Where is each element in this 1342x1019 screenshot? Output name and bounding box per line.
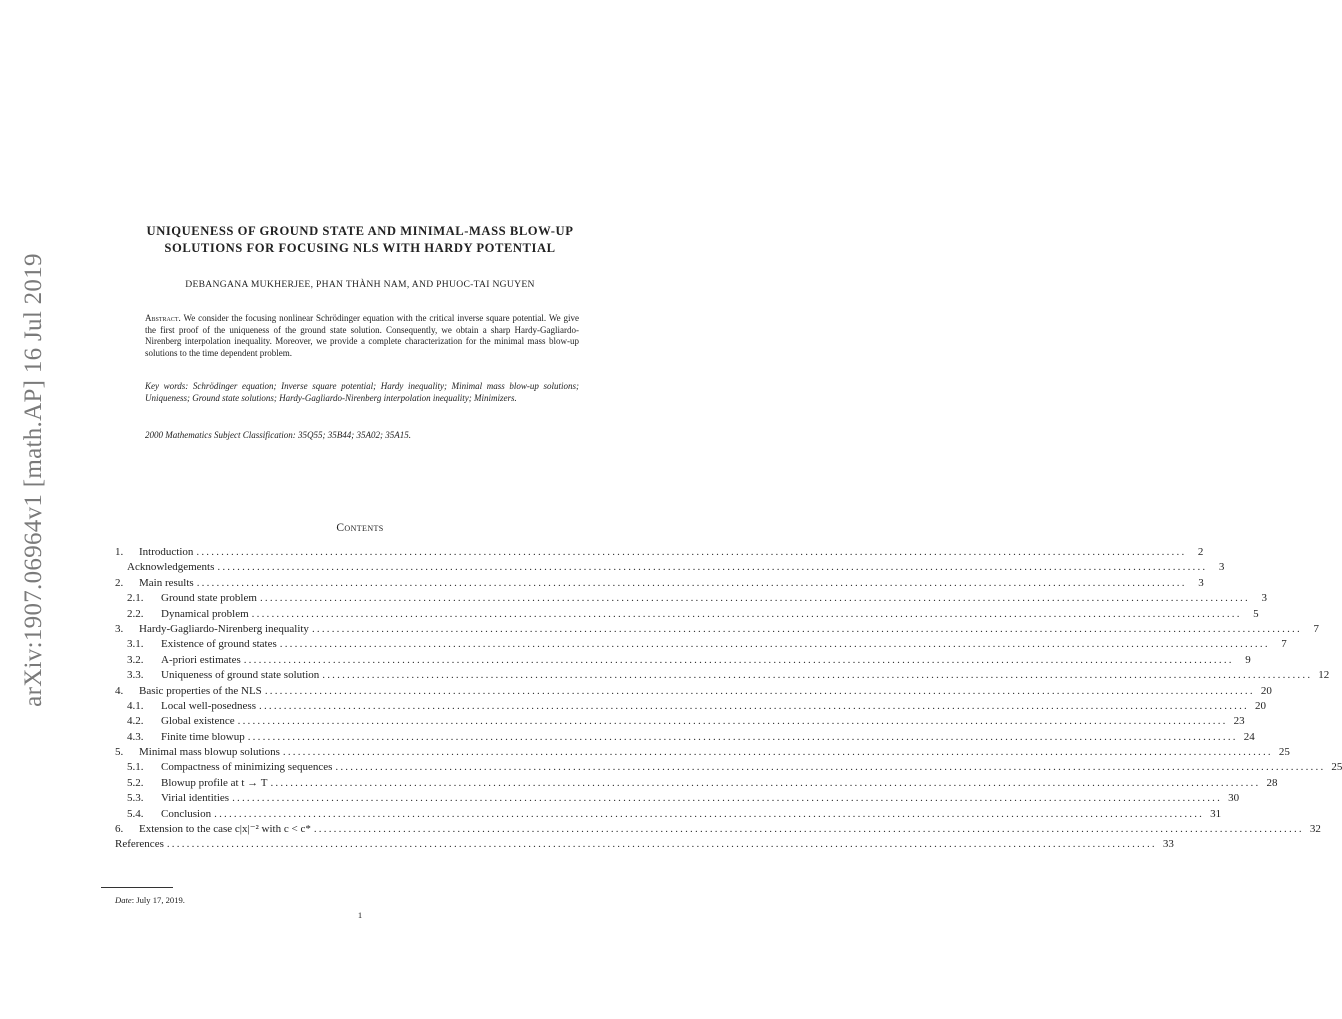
toc-leader-dots: ........................................................................................................................................................................................................ <box>243 653 1234 666</box>
toc-entry-label: Compactness of minimizing sequences <box>161 761 333 774</box>
toc-entry-number: 4.1. <box>127 699 144 712</box>
toc-entry[interactable] <box>115 668 1330 683</box>
toc-entry[interactable] <box>115 622 1319 637</box>
toc-leader-dots: ........................................................................................................................................................................................................ <box>217 561 1208 574</box>
toc-entry-label: Introduction <box>139 546 194 558</box>
abstract-heading: Abstract. <box>145 313 181 323</box>
toc-entry[interactable] <box>115 591 1267 606</box>
toc-leader-dots: ........................................................................................................................................................................................................ <box>264 684 1255 697</box>
toc-leader-dots: ........................................................................................................................................................................................................ <box>322 669 1313 682</box>
toc-entry-page: 23 <box>1233 715 1245 728</box>
authors: DEBANGANA MUKHERJEE, PHAN THÀNH NAM, AND PHUOC-TAI NGUYEN <box>185 279 535 290</box>
toc-entry-page: 9 <box>1245 653 1251 666</box>
toc-entry-label: Uniqueness of ground state solution <box>161 669 320 682</box>
toc-entry-label: Finite time blowup <box>161 730 245 743</box>
toc-entry-number: 2.2. <box>127 607 144 620</box>
toc-entry-number: 4. <box>115 684 124 697</box>
toc-leader-dots: ........................................................................................................................................................................................................ <box>335 761 1326 774</box>
toc-entry-number: 4.3. <box>127 730 144 743</box>
toc-leader-dots: ........................................................................................................................................................................................................ <box>282 746 1273 759</box>
toc-entry[interactable] <box>115 560 1225 575</box>
toc-leader-dots: ........................................................................................................................................................................................................ <box>196 576 1187 589</box>
toc-entry-number: 5.2. <box>127 776 144 789</box>
toc-entry-label: Basic properties of the NLS <box>139 684 262 697</box>
toc-entry-label: Hardy-Gagliardo-Nirenberg inequality <box>139 622 309 635</box>
toc-entry[interactable] <box>115 760 1342 775</box>
toc-leader-dots: ........................................................................................................................................................................................................ <box>270 776 1261 789</box>
toc-leader-dots: ........................................................................................................................................................................................................ <box>247 730 1238 743</box>
toc-entry-page: 24 <box>1243 730 1255 743</box>
title-line-1: UNIQUENESS OF GROUND STATE AND MINIMAL-MASS BLOW-UP <box>146 224 574 238</box>
toc-leader-dots: ........................................................................................................................................................................................................ <box>232 792 1223 805</box>
toc-leader-dots: ........................................................................................................................................................................................................ <box>196 546 1187 558</box>
abstract <box>145 313 579 359</box>
toc-entry-number: 5.4. <box>127 807 144 820</box>
toc-entry-label: Global existence <box>161 715 235 728</box>
toc-entry-label: Extension to the case c|x|⁻² with c < c* <box>139 823 311 836</box>
toc-entry[interactable] <box>115 699 1266 714</box>
toc-entry[interactable] <box>115 776 1278 791</box>
toc-entry-page: 7 <box>1313 622 1319 635</box>
toc-entry[interactable] <box>115 545 1204 560</box>
footnote-rule <box>101 887 173 888</box>
toc-entry-label: Main results <box>139 576 194 589</box>
toc-entry[interactable] <box>115 576 1204 591</box>
toc-entry-page: 30 <box>1228 792 1240 805</box>
toc-entry-number: 5.1. <box>127 761 144 774</box>
toc-entry-page: 20 <box>1260 684 1272 697</box>
toc-leader-dots: ........................................................................................................................................................................................................ <box>311 622 1302 635</box>
toc-entry-page: 25 <box>1331 761 1342 774</box>
toc-entry[interactable] <box>115 714 1245 729</box>
toc-entry[interactable] <box>115 607 1259 622</box>
toc-entry-label: Ground state problem <box>161 592 257 605</box>
toc-leader-dots: ........................................................................................................................................................................................................ <box>313 823 1304 836</box>
toc-entry-page: 3 <box>1198 576 1204 589</box>
toc-entry-label: Minimal mass blowup solutions <box>139 746 280 759</box>
toc-entry-label: A-priori estimates <box>161 653 241 666</box>
toc-entry[interactable] <box>115 730 1255 745</box>
toc-entry-label: Existence of ground states <box>161 638 277 651</box>
toc-leader-dots: ........................................................................................................................................................................................................ <box>251 607 1242 620</box>
toc-entry-page: 25 <box>1278 746 1290 759</box>
toc-entry-page: 20 <box>1255 699 1266 712</box>
contents-heading: Contents <box>336 522 384 534</box>
toc-entry-page: 33 <box>1162 838 1174 851</box>
toc-entry-number: 4.2. <box>127 715 144 728</box>
toc-entry-number: 3.1. <box>127 638 144 651</box>
toc-entry-page: 28 <box>1266 776 1278 789</box>
toc-leader-dots: ........................................................................................................................................................................................................ <box>214 807 1205 820</box>
toc-entry-page: 12 <box>1318 669 1330 682</box>
toc-entry-number: 3.2. <box>127 653 144 666</box>
toc-entry-label: Acknowledgements <box>127 561 215 574</box>
toc-entry-number: 3. <box>115 622 124 635</box>
toc-entry-page: 3 <box>1261 592 1267 605</box>
toc-entry[interactable] <box>115 807 1222 822</box>
toc-entry-number: 3.3. <box>127 669 144 682</box>
toc-leader-dots: ........................................................................................................................................................................................................ <box>279 638 1270 651</box>
toc-entry[interactable] <box>115 791 1240 806</box>
toc-entry-page: 2 <box>1197 546 1204 558</box>
toc-entry-label: Virial identities <box>161 792 230 805</box>
toc-entry-page: 31 <box>1210 807 1222 820</box>
toc-entry[interactable] <box>115 684 1272 699</box>
toc-entry-number: 1. <box>115 546 124 558</box>
toc-entry-number: 2. <box>115 576 124 589</box>
page-number: 1 <box>357 910 363 920</box>
abstract-text: We consider the focusing nonlinear Schrödinger equation with the critical inverse square potential. We give the first proof of the uniqueness of the ground state solution. Consequently, we obtain a sharp Hardy-Gagliardo-Nirenberg interpolation inequality. Moreover, we provide a complete characterization for the minimal mass blow-up solutions to the time dependent problem. <box>145 313 579 358</box>
toc-entry-number: 5.3. <box>127 792 144 805</box>
toc-leader-dots: ........................................................................................................................................................................................................ <box>166 838 1157 851</box>
title-line-2: SOLUTIONS FOR FOCUSING NLS WITH HARDY POTENTIAL <box>164 241 556 255</box>
toc-entry[interactable] <box>115 745 1290 760</box>
toc-entry[interactable] <box>115 653 1251 668</box>
keywords: Key words: Schrödinger equation; Inverse square potential; Hardy inequality; Minimal mass blow-up solutions; Uniqueness; Ground state solutions; Hardy-Gagliardo-Nirenberg interpolation inequality; Minimizers. <box>145 381 579 403</box>
toc-entry[interactable] <box>115 822 1321 837</box>
toc-entry-label: References <box>115 838 164 851</box>
toc-entry-label: Blowup profile at t → T <box>161 776 268 789</box>
toc-entry-page: 32 <box>1309 823 1321 836</box>
toc-entry-number: 5. <box>115 746 124 759</box>
toc-leader-dots: ........................................................................................................................................................................................................ <box>259 592 1250 605</box>
msc-classification: 2000 Mathematics Subject Classification: 35Q55; 35B44; 35A02; 35A15. <box>145 430 411 440</box>
toc-entry-page: 7 <box>1281 638 1287 651</box>
toc-entry-page: 3 <box>1218 561 1225 574</box>
toc-leader-dots: ........................................................................................................................................................................................................ <box>237 715 1228 728</box>
arxiv-stamp: arXiv:1907.06964v1 [math.AP] 16 Jul 2019 <box>20 253 47 707</box>
toc-entry-number: 6. <box>115 823 124 836</box>
toc-entry-number: 2.1. <box>127 592 144 605</box>
footnote-date: Date: July 17, 2019. <box>115 895 185 905</box>
toc-entry-label: Local well-posedness <box>161 699 256 712</box>
toc-entry[interactable] <box>115 837 1174 852</box>
toc-entry-label: Dynamical problem <box>161 607 249 620</box>
toc-entry-label: Conclusion <box>161 807 212 820</box>
table-of-contents <box>115 545 1342 853</box>
toc-entry[interactable] <box>115 637 1287 652</box>
paper-title <box>80 223 640 257</box>
toc-leader-dots: ........................................................................................................................................................................................................ <box>259 699 1249 712</box>
toc-entry-page: 5 <box>1253 607 1259 620</box>
